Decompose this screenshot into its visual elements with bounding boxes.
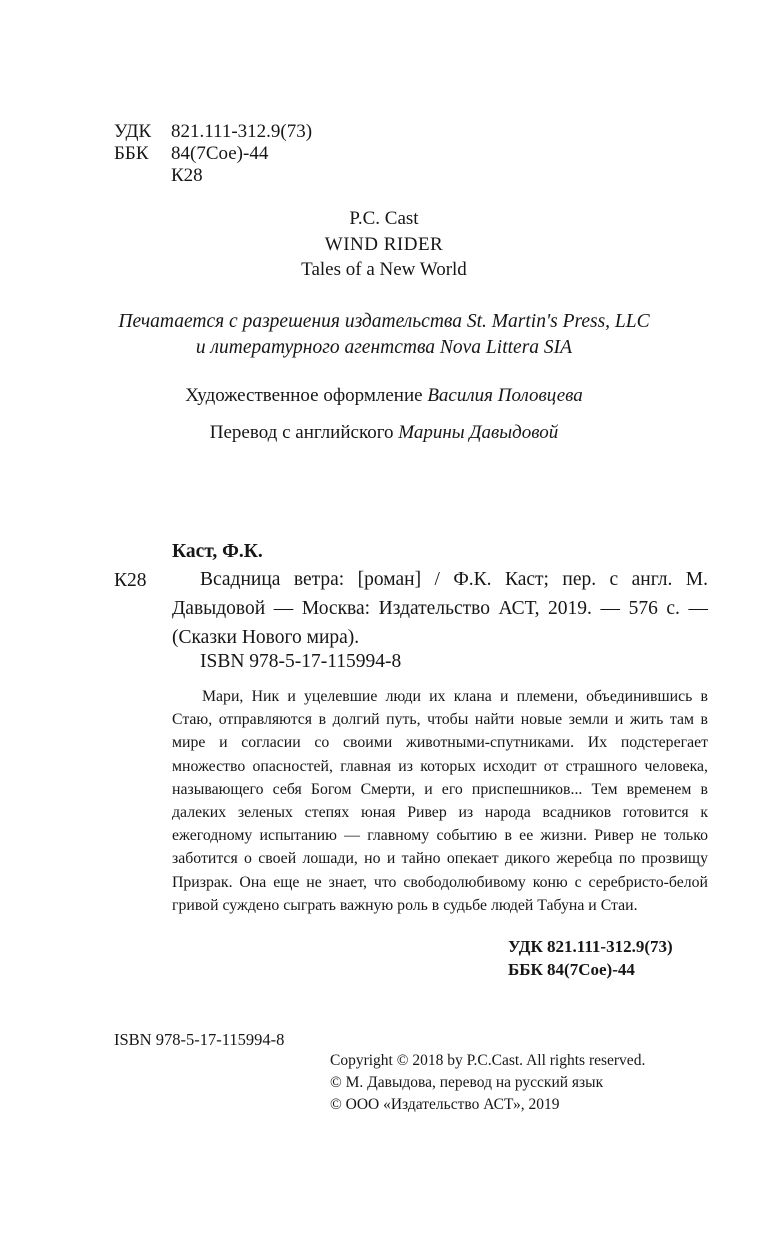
copyright-line-3: © ООО «Издательство АСТ», 2019: [330, 1096, 560, 1113]
translation-credit: [0, 422, 768, 444]
udk-value: 821.111-312.9(73): [171, 121, 313, 142]
original-title: WIND RIDER: [324, 234, 444, 255]
author-mark-row: [114, 165, 312, 187]
bbk-code: ББК 84(7Сое)-44: [508, 960, 635, 979]
bib-isbn: ISBN 978-5-17-115994-8: [200, 651, 402, 672]
classification-block: [114, 121, 312, 187]
isbn: ISBN 978-5-17-115994-8: [114, 1030, 285, 1049]
design-label: Художественное оформление: [185, 385, 423, 406]
udk-code: УДК 821.111-312.9(73): [508, 937, 673, 956]
design-credit: [0, 385, 768, 407]
copyright-line-2: © М. Давыдова, перевод на русский язык: [330, 1074, 604, 1091]
udk-row: [114, 121, 312, 143]
translation-label: Перевод с английского: [209, 422, 394, 443]
original-series: Tales of a New World: [301, 259, 467, 280]
copyright-line-1: Copyright © 2018 by P.C.Cast. All rights reserved.: [330, 1052, 646, 1069]
copyright-block: [330, 1050, 645, 1116]
original-author: P.C. Cast: [349, 208, 419, 229]
udk-label: УДК: [114, 121, 152, 142]
bbk-label: ББК: [114, 143, 149, 164]
permission-line-2: и литературного агентства Nova Littera SIA: [195, 337, 573, 358]
bib-description: Всадница ветра: [роман] / Ф.К. Каст; пер. с англ. М. Давыдовой — Москва: Издательство АСТ, 2019. — 576 с. — (Сказки Нового мира).: [172, 569, 708, 648]
design-name: Василия Половцева: [427, 385, 583, 406]
translation-name: Марины Давыдовой: [398, 422, 559, 443]
bbk-value: 84(7Сое)-44: [171, 143, 269, 164]
bib-author-mark: К28: [114, 570, 147, 591]
annotation: Мари, Ник и уцелевшие люди их клана и племени, объединившись в Стаю, отправляются в долгий путь, чтобы найти новые земли и жить там в мире и согласии со своими животными-спутниками. Их подстерегает множество опасностей, главная из которых исходит от страшного человека, называющего себя Богом Смерти, и его приспешников... Тем временем в далеких зеленых степях юная Ривер из народа всадников готовится к ежегодному испытанию — главному событию в ее жизни. Ривер не только заботится о своей лошади, но и тайно опекает дикого жеребца по прозвищу Призрак. Она еще не знает, что свободолюбивому коню с серебристо-белой гривой суждено сыграть важную роль в судьбе людей Табуна и Стаи.: [172, 688, 708, 914]
bib-heading: Каст, Ф.К.: [172, 541, 263, 562]
permission-line-1: Печатается с разрешения издательства St. Martin's Press, LLC: [118, 311, 650, 332]
bbk-row: [114, 143, 312, 165]
author-mark: К28: [171, 165, 203, 186]
